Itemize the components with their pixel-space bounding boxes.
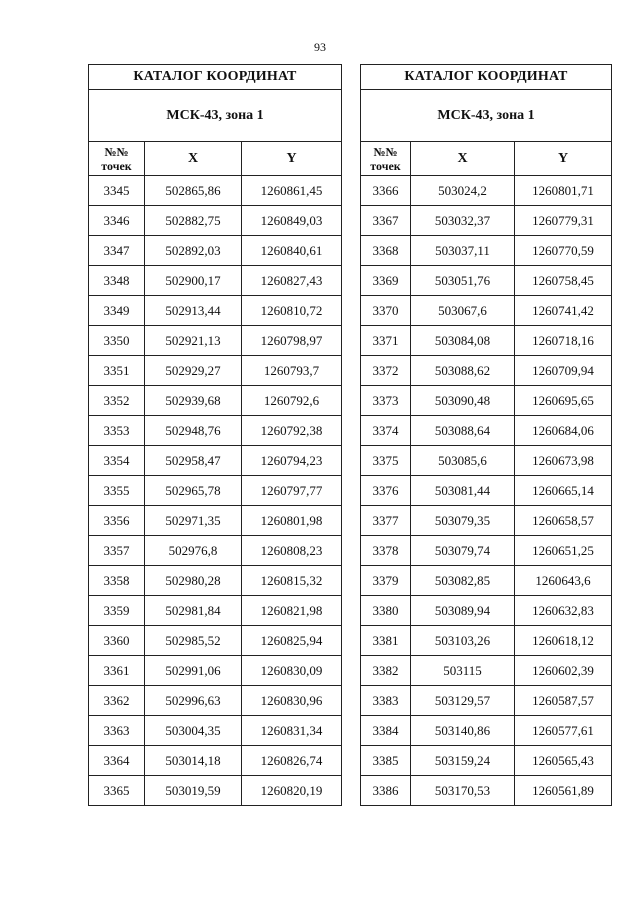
point-number: 3373 xyxy=(361,386,411,416)
point-number: 3372 xyxy=(361,356,411,386)
table-row xyxy=(89,536,342,566)
x-coordinate: 503082,85 xyxy=(411,566,515,596)
y-coordinate: 1260577,61 xyxy=(515,716,612,746)
y-coordinate: 1260758,45 xyxy=(515,266,612,296)
point-number: 3358 xyxy=(89,566,145,596)
point-number: 3349 xyxy=(89,296,145,326)
x-coordinate: 503129,57 xyxy=(411,686,515,716)
point-number: 3347 xyxy=(89,236,145,266)
point-number: 3386 xyxy=(361,776,411,806)
x-coordinate: 502913,44 xyxy=(145,296,242,326)
x-coordinate: 502882,75 xyxy=(145,206,242,236)
table-row xyxy=(361,656,612,686)
y-coordinate: 1260718,16 xyxy=(515,326,612,356)
x-coordinate: 502985,52 xyxy=(145,626,242,656)
y-coordinate: 1260798,97 xyxy=(242,326,342,356)
y-coordinate: 1260797,77 xyxy=(242,476,342,506)
x-coordinate: 502996,63 xyxy=(145,686,242,716)
x-coordinate: 503051,76 xyxy=(411,266,515,296)
table-row xyxy=(361,596,612,626)
x-coordinate: 503140,86 xyxy=(411,716,515,746)
x-coordinate: 502980,28 xyxy=(145,566,242,596)
x-coordinate: 503084,08 xyxy=(411,326,515,356)
y-coordinate: 1260665,14 xyxy=(515,476,612,506)
y-coordinate: 1260849,03 xyxy=(242,206,342,236)
point-number: 3353 xyxy=(89,416,145,446)
point-number: 3371 xyxy=(361,326,411,356)
table-row xyxy=(361,296,612,326)
x-coordinate: 502948,76 xyxy=(145,416,242,446)
y-coordinate: 1260826,74 xyxy=(242,746,342,776)
x-coordinate: 503170,53 xyxy=(411,776,515,806)
x-coordinate: 503079,35 xyxy=(411,506,515,536)
y-coordinate: 1260770,59 xyxy=(515,236,612,266)
y-coordinate: 1260825,94 xyxy=(242,626,342,656)
table-row xyxy=(89,656,342,686)
x-coordinate: 503079,74 xyxy=(411,536,515,566)
y-coordinate: 1260830,09 xyxy=(242,656,342,686)
table-row xyxy=(361,326,612,356)
y-coordinate: 1260840,61 xyxy=(242,236,342,266)
table-row xyxy=(89,206,342,236)
table-row xyxy=(89,266,342,296)
table-subtitle: МСК-43, зона 1 xyxy=(361,90,612,142)
y-coordinate: 1260801,71 xyxy=(515,176,612,206)
point-number: 3350 xyxy=(89,326,145,356)
point-number: 3370 xyxy=(361,296,411,326)
coordinate-table-left xyxy=(88,64,342,806)
point-number: 3384 xyxy=(361,716,411,746)
point-number: 3375 xyxy=(361,446,411,476)
y-coordinate: 1260808,23 xyxy=(242,536,342,566)
point-number: 3354 xyxy=(89,446,145,476)
point-number: 3381 xyxy=(361,626,411,656)
point-number: 3377 xyxy=(361,506,411,536)
column-header-y: Y xyxy=(242,142,342,176)
column-header-y: Y xyxy=(515,142,612,176)
x-coordinate: 502965,78 xyxy=(145,476,242,506)
point-number: 3369 xyxy=(361,266,411,296)
point-number: 3374 xyxy=(361,416,411,446)
x-coordinate: 502971,35 xyxy=(145,506,242,536)
x-coordinate: 503115 xyxy=(411,656,515,686)
table-row xyxy=(361,746,612,776)
y-coordinate: 1260792,38 xyxy=(242,416,342,446)
table-row xyxy=(361,476,612,506)
table-row xyxy=(89,746,342,776)
coordinate-table-right xyxy=(360,64,612,806)
table-title: КАТАЛОГ КООРДИНАТ xyxy=(89,65,342,90)
y-coordinate: 1260810,72 xyxy=(242,296,342,326)
y-coordinate: 1260821,98 xyxy=(242,596,342,626)
table-row xyxy=(89,236,342,266)
y-coordinate: 1260779,31 xyxy=(515,206,612,236)
x-coordinate: 503024,2 xyxy=(411,176,515,206)
point-number: 3346 xyxy=(89,206,145,236)
table-row xyxy=(361,176,612,206)
point-number: 3363 xyxy=(89,716,145,746)
table-row xyxy=(89,296,342,326)
y-coordinate: 1260587,57 xyxy=(515,686,612,716)
x-coordinate: 502991,06 xyxy=(145,656,242,686)
table-row xyxy=(89,716,342,746)
y-coordinate: 1260831,34 xyxy=(242,716,342,746)
table-row xyxy=(361,626,612,656)
point-number: 3366 xyxy=(361,176,411,206)
y-coordinate: 1260793,7 xyxy=(242,356,342,386)
table-row xyxy=(89,776,342,806)
point-number: 3352 xyxy=(89,386,145,416)
y-coordinate: 1260794,23 xyxy=(242,446,342,476)
y-coordinate: 1260792,6 xyxy=(242,386,342,416)
y-coordinate: 1260801,98 xyxy=(242,506,342,536)
point-number: 3355 xyxy=(89,476,145,506)
x-coordinate: 503019,59 xyxy=(145,776,242,806)
table-row xyxy=(361,716,612,746)
table-row xyxy=(89,356,342,386)
point-number: 3345 xyxy=(89,176,145,206)
x-coordinate: 503081,44 xyxy=(411,476,515,506)
y-coordinate: 1260861,45 xyxy=(242,176,342,206)
x-coordinate: 503037,11 xyxy=(411,236,515,266)
y-coordinate: 1260632,83 xyxy=(515,596,612,626)
point-number: 3359 xyxy=(89,596,145,626)
table-row xyxy=(361,446,612,476)
point-number: 3362 xyxy=(89,686,145,716)
table-row xyxy=(361,356,612,386)
point-number: 3357 xyxy=(89,536,145,566)
point-number: 3383 xyxy=(361,686,411,716)
column-header-x: X xyxy=(145,142,242,176)
y-coordinate: 1260830,96 xyxy=(242,686,342,716)
column-header-x: X xyxy=(411,142,515,176)
table-row xyxy=(89,686,342,716)
y-coordinate: 1260561,89 xyxy=(515,776,612,806)
table-row xyxy=(361,506,612,536)
table-row xyxy=(89,326,342,356)
x-coordinate: 502958,47 xyxy=(145,446,242,476)
x-coordinate: 503088,64 xyxy=(411,416,515,446)
x-coordinate: 502976,8 xyxy=(145,536,242,566)
point-number: 3365 xyxy=(89,776,145,806)
y-coordinate: 1260602,39 xyxy=(515,656,612,686)
x-coordinate: 503067,6 xyxy=(411,296,515,326)
x-coordinate: 502939,68 xyxy=(145,386,242,416)
y-coordinate: 1260709,94 xyxy=(515,356,612,386)
x-coordinate: 502981,84 xyxy=(145,596,242,626)
point-number: 3376 xyxy=(361,476,411,506)
y-coordinate: 1260643,6 xyxy=(515,566,612,596)
point-number: 3380 xyxy=(361,596,411,626)
table-row xyxy=(361,536,612,566)
column-header-number: №№ точек xyxy=(361,142,411,176)
x-coordinate: 503085,6 xyxy=(411,446,515,476)
point-number: 3382 xyxy=(361,656,411,686)
y-coordinate: 1260741,42 xyxy=(515,296,612,326)
x-coordinate: 503103,26 xyxy=(411,626,515,656)
point-number: 3364 xyxy=(89,746,145,776)
point-number: 3379 xyxy=(361,566,411,596)
table-row xyxy=(89,566,342,596)
table-row xyxy=(89,626,342,656)
point-number: 3385 xyxy=(361,746,411,776)
y-coordinate: 1260695,65 xyxy=(515,386,612,416)
table-row xyxy=(89,476,342,506)
y-coordinate: 1260684,06 xyxy=(515,416,612,446)
point-number: 3367 xyxy=(361,206,411,236)
table-title: КАТАЛОГ КООРДИНАТ xyxy=(361,65,612,90)
table-row xyxy=(361,236,612,266)
table-row xyxy=(89,506,342,536)
x-coordinate: 503014,18 xyxy=(145,746,242,776)
y-coordinate: 1260618,12 xyxy=(515,626,612,656)
x-coordinate: 503090,48 xyxy=(411,386,515,416)
point-number: 3351 xyxy=(89,356,145,386)
y-coordinate: 1260658,57 xyxy=(515,506,612,536)
table-row xyxy=(89,446,342,476)
table-row xyxy=(89,596,342,626)
x-coordinate: 502892,03 xyxy=(145,236,242,266)
y-coordinate: 1260651,25 xyxy=(515,536,612,566)
x-coordinate: 503032,37 xyxy=(411,206,515,236)
table-row xyxy=(361,776,612,806)
y-coordinate: 1260815,32 xyxy=(242,566,342,596)
table-row xyxy=(361,566,612,596)
point-number: 3378 xyxy=(361,536,411,566)
x-coordinate: 503159,24 xyxy=(411,746,515,776)
table-row xyxy=(89,416,342,446)
table-row xyxy=(89,176,342,206)
table-row xyxy=(361,206,612,236)
x-coordinate: 503004,35 xyxy=(145,716,242,746)
table-row xyxy=(361,386,612,416)
table-row xyxy=(361,416,612,446)
table-row xyxy=(361,266,612,296)
x-coordinate: 502865,86 xyxy=(145,176,242,206)
y-coordinate: 1260673,98 xyxy=(515,446,612,476)
point-number: 3361 xyxy=(89,656,145,686)
x-coordinate: 503088,62 xyxy=(411,356,515,386)
y-coordinate: 1260827,43 xyxy=(242,266,342,296)
table-row xyxy=(89,386,342,416)
point-number: 3368 xyxy=(361,236,411,266)
x-coordinate: 503089,94 xyxy=(411,596,515,626)
y-coordinate: 1260565,43 xyxy=(515,746,612,776)
page-number: 93 xyxy=(314,40,326,54)
point-number: 3348 xyxy=(89,266,145,296)
x-coordinate: 502929,27 xyxy=(145,356,242,386)
column-header-number: №№ точек xyxy=(89,142,145,176)
x-coordinate: 502900,17 xyxy=(145,266,242,296)
point-number: 3356 xyxy=(89,506,145,536)
x-coordinate: 502921,13 xyxy=(145,326,242,356)
table-subtitle: МСК-43, зона 1 xyxy=(89,90,342,142)
table-row xyxy=(361,686,612,716)
y-coordinate: 1260820,19 xyxy=(242,776,342,806)
point-number: 3360 xyxy=(89,626,145,656)
